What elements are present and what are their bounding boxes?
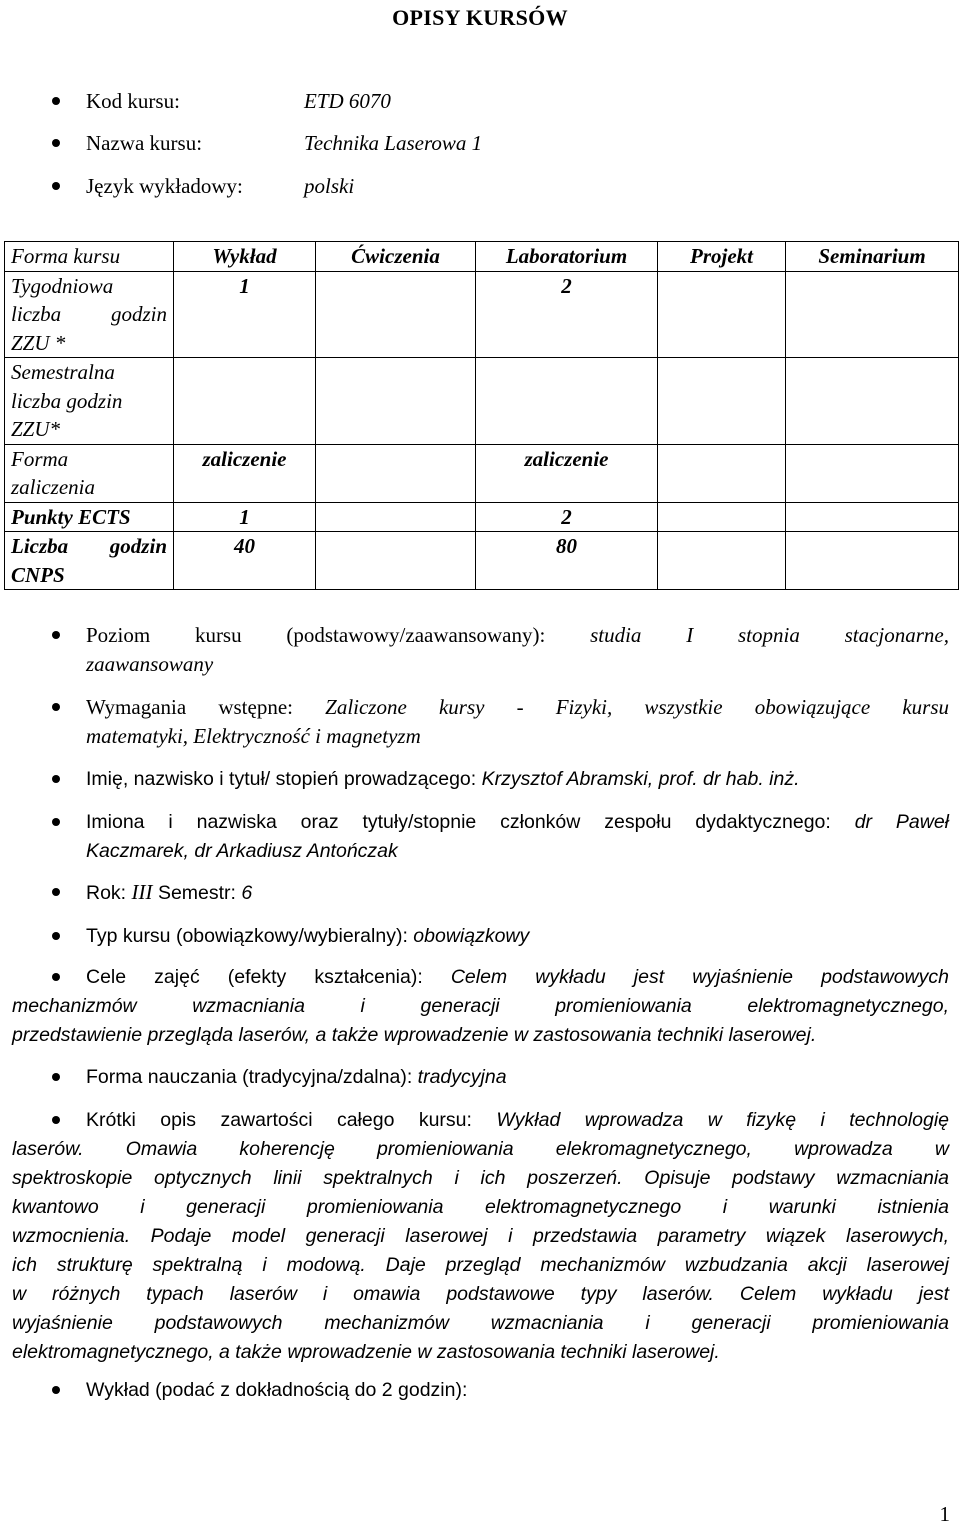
objectives-label: Cele zajęć (efekty kształcenia): bbox=[86, 966, 423, 988]
table-row bbox=[5, 358, 959, 445]
year-value: III bbox=[131, 880, 153, 904]
table-header-cell: Laboratorium bbox=[476, 242, 658, 272]
course-level-label: Poziom kursu (podstawowy/zaawansowany): bbox=[86, 623, 546, 647]
table-header-row bbox=[5, 242, 959, 272]
course-code-value: ETD 6070 bbox=[304, 89, 391, 113]
course-name-label: Nazwa kursu: bbox=[86, 131, 203, 155]
teaching-form-label: Forma nauczania (tradycyjna/zdalna): bbox=[86, 1066, 413, 1088]
table-cell bbox=[786, 358, 959, 445]
table-cell: zaliczenie bbox=[476, 444, 658, 502]
course-type-item bbox=[86, 922, 949, 951]
table-header-cell: Forma kursu bbox=[5, 242, 174, 272]
table-cell bbox=[316, 271, 476, 358]
semester-value: 6 bbox=[241, 882, 253, 904]
table-cell bbox=[316, 358, 476, 445]
table-cell: 1 bbox=[174, 502, 316, 532]
lecturer-value: Krzysztof Abramski, prof. dr hab. inż. bbox=[481, 768, 800, 790]
table-row bbox=[5, 444, 959, 502]
year-label: Rok: bbox=[86, 882, 127, 904]
course-description-item: Krótki opis zawartości całego kursu: Wykład wprowadza w fizykę i technologię laserów. Omawia koherencję promieniowania elekromagnetycznego, wprowadza w spektroskopie optycznych linii spektralnych i ich poszerzeń. Opisuje podstawy wzmacniania kwantowo i generacji promieniowania elektromagnetycznego i warunki istnienia wzmocnienia. Podaje model generacji laserowej i przedstawia parametry wiązek laserowych, ich strukturę spektralną i modową. Daje przegląd mechanizmów wzbudzania akcji laserowej w różnych typach laserów i omawia podstawowe typy laserów. Celem wykładu jest wyjaśnienie podstawowych mechanizmów wzmacniania i generacji promieniowania elektromagnetycznego, a także wprowadzenie w zastosowania techniki laserowej. bbox=[12, 1109, 950, 1363]
table-header-cell: Projekt bbox=[658, 242, 786, 272]
course-code-label: Kod kursu: bbox=[86, 89, 180, 113]
course-language-label: Język wykładowy: bbox=[86, 174, 243, 198]
bullet-icon bbox=[52, 703, 60, 711]
lecturer-label: Imię, nazwisko i tytuł/ stopień prowadzącego: bbox=[86, 768, 477, 790]
bullet-icon bbox=[52, 97, 60, 105]
table-cell bbox=[786, 502, 959, 532]
table-row bbox=[5, 271, 959, 358]
table-cell bbox=[786, 532, 959, 590]
bullet-icon bbox=[52, 888, 60, 896]
row-label: Tygodniowa liczba godzin ZZU * bbox=[5, 271, 174, 358]
course-type-value: obowiązkowy bbox=[413, 925, 530, 947]
teaching-form-value: tradycyjna bbox=[417, 1066, 507, 1088]
table-cell bbox=[658, 532, 786, 590]
row-label: Liczba godzin CNPS bbox=[5, 532, 174, 590]
lecture-label: Wykład (podać z dokładnością do 2 godzin): bbox=[86, 1379, 468, 1401]
bullet-icon bbox=[52, 932, 60, 940]
course-level-continuation: zaawansowany bbox=[86, 652, 214, 676]
bullet-icon bbox=[52, 139, 60, 147]
team-item: Imiona i nazwiska oraz tytuły/stopnie członków zespołu dydaktycznego: dr Paweł Kaczmarek, dr Arkadiusz Antończak bbox=[86, 811, 950, 862]
table-cell bbox=[316, 444, 476, 502]
course-level-item bbox=[86, 621, 949, 650]
lecture-item bbox=[86, 1376, 949, 1405]
table-cell: zaliczenie bbox=[174, 444, 316, 502]
team-label: Imiona i nazwiska oraz tytuły/stopnie członków zespołu dydaktycznego: bbox=[86, 811, 831, 833]
bullet-icon bbox=[52, 182, 60, 190]
bullet-icon bbox=[52, 1073, 60, 1081]
row-label: Semestralna liczba godzin ZZU* bbox=[5, 358, 174, 445]
table-cell: 40 bbox=[174, 532, 316, 590]
bullet-icon bbox=[52, 631, 60, 639]
table-cell bbox=[476, 358, 658, 445]
table-header-cell: Seminarium bbox=[786, 242, 959, 272]
row-label: Punkty ECTS bbox=[5, 502, 174, 532]
table-cell bbox=[316, 502, 476, 532]
course-type-label: Typ kursu (obowiązkowy/wybieralny): bbox=[86, 925, 408, 947]
page-number: 1 bbox=[939, 1502, 950, 1526]
prerequisites-value: Zaliczone kursy - Fizyki, wszystkie obowiązujące kursu bbox=[325, 695, 950, 719]
table-cell bbox=[786, 271, 959, 358]
year-semester-item bbox=[86, 878, 949, 908]
course-level-value: studia I stopnia stacjonarne, bbox=[590, 623, 949, 647]
prerequisites-label: Wymagania wstępne: bbox=[86, 695, 293, 719]
table-cell bbox=[658, 444, 786, 502]
table-cell bbox=[316, 532, 476, 590]
table-cell bbox=[658, 271, 786, 358]
lecturer-item bbox=[86, 765, 949, 794]
teaching-form-item bbox=[86, 1063, 949, 1092]
table-cell: 2 bbox=[476, 502, 658, 532]
table-cell bbox=[658, 502, 786, 532]
table-cell: 80 bbox=[476, 532, 658, 590]
bullet-icon bbox=[52, 775, 60, 783]
table-row bbox=[5, 532, 959, 590]
course-language-value: polski bbox=[304, 174, 355, 198]
course-name-value: Technika Laserowa 1 bbox=[304, 131, 483, 155]
objectives-item: Cele zajęć (efekty kształcenia): Celem wykładu jest wyjaśnienie podstawowych mechanizmów wzmacniania i generacji promieniowania elektromagnetycznego, przedstawienie przegląda laserów, a także wprowadzenie w zastosowania techniki laserowej. bbox=[12, 966, 949, 1046]
page-title: OPISY KURSÓW bbox=[392, 5, 568, 30]
table-cell bbox=[786, 444, 959, 502]
course-description-label: Krótki opis zawartości całego kursu: bbox=[86, 1109, 472, 1131]
table-cell bbox=[658, 358, 786, 445]
semester-label: Semestr: bbox=[157, 882, 236, 904]
course-form-table bbox=[4, 241, 959, 590]
table-cell: 2 bbox=[476, 271, 658, 358]
table-header-cell: Wykład bbox=[174, 242, 316, 272]
row-label: Forma zaliczenia bbox=[5, 444, 174, 502]
table-row bbox=[5, 502, 959, 532]
bullet-icon bbox=[52, 1386, 60, 1394]
table-header-cell: Ćwiczenia bbox=[316, 242, 476, 272]
table-cell bbox=[174, 358, 316, 445]
table-cell: 1 bbox=[174, 271, 316, 358]
team-value: dr Paweł bbox=[854, 811, 950, 833]
bullet-icon bbox=[52, 818, 60, 826]
prerequisites-item: Wymagania wstępne: Zaliczone kursy - Fizyki, wszystkie obowiązujące kursu matematyki, Elektryczność i magnetyzm bbox=[86, 695, 950, 748]
